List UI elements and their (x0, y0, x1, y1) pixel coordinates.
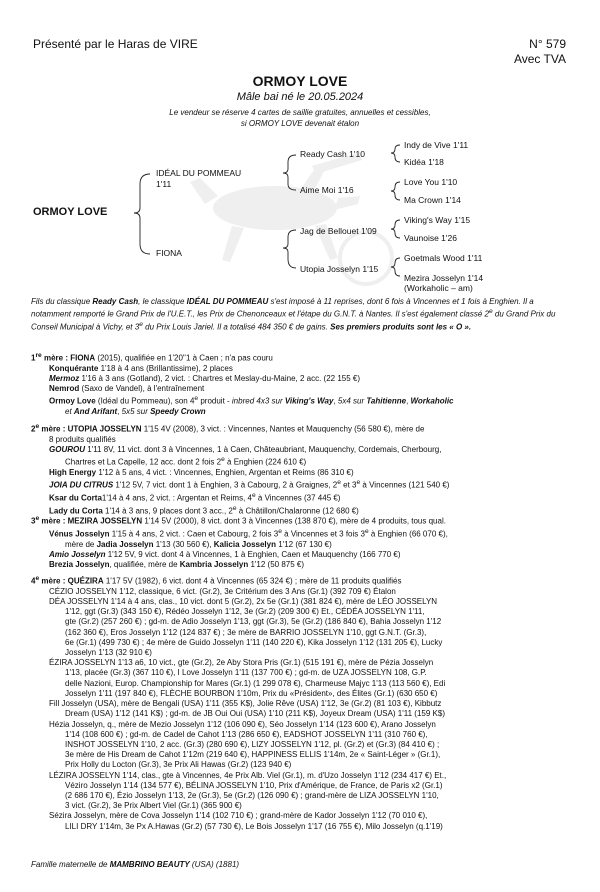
list-item: Josselyn 1'13 (32 910 €) (65, 648, 152, 658)
list-item: CÉZIO JOSSELYN 1'12, classique, 6 vict. (Gr.2), 3e Critérium des 3 Ans (Gr.1) (392 709 €) Étalon (49, 586, 396, 596)
list-item: 3 vict. (Gr.2), 3e Prix Albert Viel (Gr.1) (365 900 €) (65, 801, 242, 811)
pedigree-subject: ORMOY LOVE (33, 206, 108, 218)
pedigree-gs-2: Aime Moi 1'16 (300, 185, 354, 195)
pedigree-sire-time: 1'11 (156, 179, 172, 189)
list-item: Prix Holly du Locton (Gr.3), 3e Prix Ali Hawas (Gr.2) (123 940 €) (65, 760, 292, 770)
pedigree-ggs-5: Viking's Way 1'15 (404, 215, 471, 225)
list-item: Konquérante 1'18 à 4 ans (Brillantissime), 2 places (49, 363, 233, 373)
pedigree-ggs-8: Mezira Josselyn 1'14 (404, 273, 484, 283)
list-item: (2 686 170 €), Ézio Josselyn 1'13, 2e (Gr.3), 5e (Gr.2) (126 090 €) ; grand-mère de LIZA JOSSELYN 1'10, (65, 790, 439, 800)
list-item: 1'13, placée (Gr.3) (367 110 €), I Love Josselyn 1'11 (137 700 €) ; gd-m. de UZA JOSSELYN 108, G.P. (65, 668, 427, 678)
pedigree-sire: IDÉAL DU POMMEAU (156, 168, 242, 178)
horse-subtitle: Mâle bai né le 20.05.2024 (236, 91, 364, 103)
seller-note-line-1: Le vendeur se réserve 4 cartes de saillie gratuites, annuelles et cessibles, (169, 108, 431, 117)
pedigree-chart (0, 138, 600, 293)
third-dam-heading: 3e mère : MEZIRA JOSSELYN 1'14 5V (2000), 8 vict. dont 3 à Vincennes (138 870 €), mère de 4 produits, tous qual. (31, 515, 446, 526)
pedigree-ggs-7: Goetmals Wood 1'11 (404, 253, 483, 263)
list-item: Lady du Corta 1'14 à 3 ans, 9 places dont 3 acc., 2e à Châtillon/Chalaronne (12 680 €) (49, 505, 359, 516)
second-dam-heading: 2e mère : UTOPIA JOSSELYN 1'15 4V (2008), 3 vict. : Vincennes, Nantes et Mauquenchy (56 580 €), mère de (31, 423, 425, 434)
pedigree-gs-3: Jag de Bellouet 1'09 (300, 226, 377, 236)
first-dam-section (31, 351, 571, 418)
list-item: Josselyn 1'11 (197 840 €), FLÈCHE BOURBON 1'10m, Prix du «Président», des Élites (Gr.1) (630 650 €) (65, 688, 438, 698)
list-item: Nemrod (Saxo de Vandel), à l'entraînement (49, 384, 205, 394)
list-item: delle Nazioni, Europ. Championship for Mares (Gr.1) (1 299 078 €), Charmeuse Majyc 1'13 (113 560 €), Edi (65, 678, 446, 688)
horse-name: ORMOY LOVE (252, 73, 348, 89)
list-item: Véziro Josselyn 1'14 (134 577 €), BÉLINA JOSSELYN 1'10, Prix d'Amérique, de France, de Paris x2 (Gr.1) (65, 780, 443, 790)
sire-description: Fils du classique Ready Cash, le classique IDÉAL DU POMMEAU s'est imposé à 11 reprises, dont 6 fois à Vincennes et 1 fois à Enghien. Il a notamment remporté le Grand Prix de l'U.E.T., les Prix de Chenonceaux et l'étape du G.N.T. à Nantes. Il s'est également classé 2e du Grand Prix du Conseil Municipal à Vichy, et 3e du Prix Louis Jariel. Il a totalisé 484 350 € de gains. Ses premiers produits sont les « O ». (31, 297, 556, 332)
pedigree-ggs-2: Kidéa 1'18 (404, 157, 444, 167)
second-dam-heading-cont: 8 produits qualifiés (49, 434, 116, 444)
list-item: Amio Josselyn 1'12 5V, 9 vict. dont 4 à Vincennes, 1 à Enghien, Caen et Mauquenchy (166 770 €) (49, 549, 401, 559)
lot-number: N° 579 (529, 37, 566, 51)
list-item: JOIA DU CITRUS 1'12 5V, 7 vict. dont 1 à Enghien, 3 à Cabourg, 2 à Graignes, 2e et 3e à Vincennes (121 540 €) (49, 479, 450, 490)
maternal-family: Famille maternelle de MAMBRINO BEAUTY (USA) (1881) (31, 860, 240, 869)
seller-note (0, 107, 600, 129)
fourth-dam-heading: 4e mère : QUÉZIRA 1'17 5V (1982), 6 vict. dont 4 à Vincennes (65 324 €) ; mère de 11 produits qualifiés (31, 575, 402, 586)
pedigree-dam: FIONA (156, 248, 182, 258)
pedigree-ggs-1: Indy de Vive 1'11 (404, 140, 469, 150)
pedigree-ggs-4: Ma Crown 1'14 (404, 195, 461, 205)
list-item: Brezia Josselyn, qualifiée, mère de Kambria Josselyn 1'12 (50 875 €) (49, 560, 305, 570)
list-item: INSHOT JOSSELYN 1'10, 2 acc. (Gr.3) (280 690 €), LIZY JOSSELYN 1'12, pl. (Gr.2) et (Gr.3) (84 410 €) ; (65, 739, 440, 749)
fourth-dam-produce-list (31, 587, 571, 832)
list-item: Vénus Josselyn 1'15 à 4 ans, 2 vict. : Caen et Cabourg, 2 fois 3e à Vincennes et 3 fois 3e à Enghien (66 070 €), (49, 527, 448, 539)
vat-label: Avec TVA (513, 52, 566, 66)
list-item: Dream (USA) 1'12 (141 K$) ; gd-m. de JB Oui Oui (USA) 1'10 (211 K$), Joyeux Dream (USA) 1'11 (159 K$) (65, 709, 445, 719)
list-item: ÉZIRA JOSSELYN 1'13 a6, 10 vict., gte (Gr.2), 2e Aby Stora Pris (Gr.1) (515 191 €), mère de Pézia Josselyn (49, 658, 434, 668)
list-item: 3e mère de His Dream de Cahot 1'12m (219 640 €), HAPPINESS ELLIS 1'14m, 2e « Saint-Léger » (Gr.1), (65, 750, 441, 760)
presenter: Présenté par le Haras de VIRE (33, 37, 198, 51)
third-dam-section (31, 514, 571, 570)
pedigree-ggs-3: Love You 1'10 (404, 177, 458, 187)
list-item: gte (Gr.2) (257 260 €) ; gd-m. de Adio Josselyn 1'13, ggt (Gr.3), 5e (Gr.2) (186 840 €), Bahia Josselyn 1'12 (65, 617, 442, 627)
list-item: 1'14 (108 600 €) ; gd-m. de Cadel de Cahot 1'13 (286 650 €), EADSHOT JOSSELYN 1'11 (310 760 €), (65, 729, 428, 739)
list-item: (162 360 €), Eros Josselyn 1'12 (124 837 €) ; 3e mère de BARRIO JOSSELYN 1'10, ggt G.N.T. (Gr.3), (65, 627, 427, 637)
list-item: LÉZIRA JOSSELYN 1'14, clas., gte à Vincennes, 4e Prix Alb. Viel (Gr.1), m. d'Uzo Josselyn 1'12 (234 417 €) Et., (49, 770, 447, 780)
first-dam-heading: 1re mère : FIONA (2015), qualifiée en 1'20''1 à Caen ; n'a pas couru (31, 352, 273, 363)
list-item: High Energy 1'12 à 5 ans, 4 vict. : Vincennes, Enghien, Argentan et Reims (86 310 €) (49, 468, 354, 478)
list-item: LILI DRY 1'14m, 3e Px A.Hawas (Gr.2) (57 730 €), Le Bois Josselyn 1'17 (16 755 €), Milo Josselyn (q.1'19) (65, 821, 443, 831)
pedigree-gs-4: Utopia Josselyn 1'15 (300, 264, 379, 274)
list-item: DÉA JOSSELYN 1'14 à 4 ans, clas., 10 vict. dont 5 (Gr.2), 2x 5e (Gr.1) (381 824 €), mère de LÉO JOSSELYN (49, 597, 438, 607)
lot-block (514, 37, 566, 67)
list-item: Ksar du Corta1'14 à 4 ans, 2 vict. : Argentan et Reims, 4e à Vincennes (37 445 €) (49, 492, 341, 503)
list-item: Chartres et La Capelle, 12 acc. dont 2 fois 2e à Enghien (224 610 €) (65, 456, 307, 467)
list-item: mère de Jadia Josselyn 1'13 (30 560 €), Kalicia Josselyn 1'12 (67 130 €) (65, 539, 332, 549)
list-item: 1'12, ggt (Gr.3) (343 150 €), Rédéo Josselyn 1'12, 3e (Gr.2) (209 300 €) Et., CÉDÉA JOSSELYN 1'11, (65, 607, 425, 617)
list-item: Ormoy Love (Idéal du Pommeau), son 4e produit - inbred 4x3 sur Viking's Way, 5x4 sur Tahitienne, Workaholic (49, 395, 454, 407)
pedigree-gs-1: Ready Cash 1'10 (300, 149, 365, 159)
second-dam-section (31, 422, 571, 517)
list-item: et And Arifant, 5x5 sur Speedy Crown (65, 407, 206, 417)
list-item: GOUROU 1'11 8V, 11 vict. dont 3 à Vincennes, 1 à Caen, Châteaubriant, Mauquenchy, Cordemais, Cherbourg, (49, 445, 442, 455)
pedigree-ggs-8-note: (Workaholic – am) (404, 283, 473, 293)
pedigree-ggs-6: Vaunoise 1'26 (404, 233, 457, 243)
seller-note-line-2: si ORMOY LOVE devenait étalon (240, 119, 360, 128)
list-item: Fill Josselyn (USA), mère de Bengali (USA) 1'11 (355 K$), Jolie Rêve (USA) 1'12, 3e (Gr.2) (81 103 €), Kibbutz (49, 699, 442, 709)
fourth-dam-section (31, 574, 571, 832)
list-item: Hézia Josselyn, q., mère de Mezio Josselyn 1'12 (106 090 €), Séo Josselyn 1'14 (123 600 €), Arano Josselyn (49, 719, 436, 729)
list-item: Mermoz 1'16 à 3 ans (Gotland), 2 vict. : Chartres et Meslay-du-Maine, 2 acc. (22 155 €) (49, 374, 361, 384)
list-item: 6e (Gr.1) (499 730 €) ; 4e mère de Guido Josselyn 1'11 (140 220 €), Kika Josselyn 1'12 (131 205 €), Lucky (65, 637, 443, 647)
list-item: Sézira Josselyn, mère de Cova Josselyn 1'14 (102 710 €) ; grand-mère de Kador Josselyn 1'12 (70 010 €), (49, 811, 428, 821)
